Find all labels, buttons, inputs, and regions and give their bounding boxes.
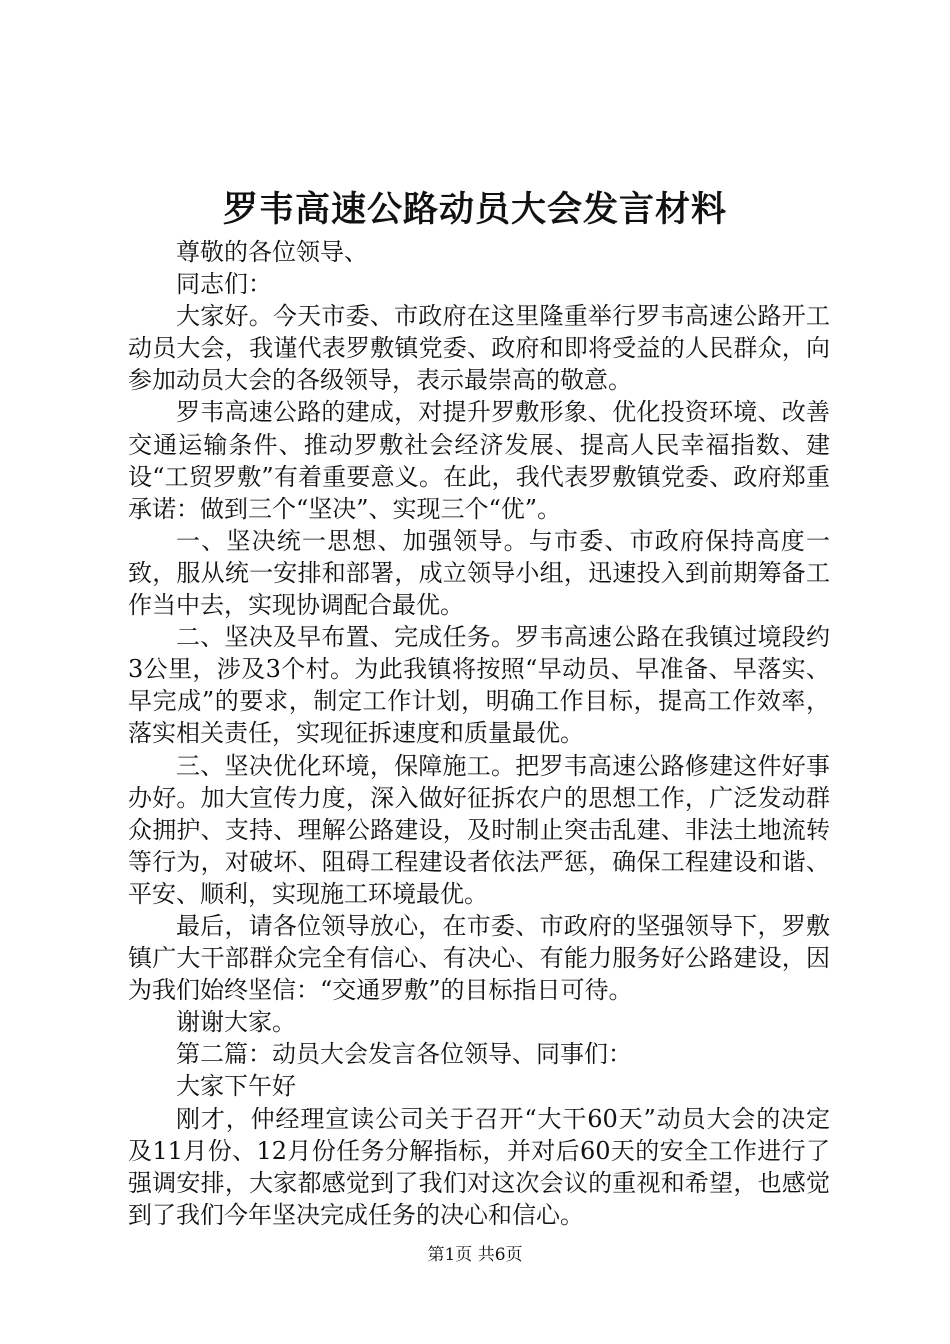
page-number-footer: 第1页 共6页 — [427, 1245, 523, 1265]
paragraph-salutation-1: 尊敬的各位领导、 — [176, 238, 368, 266]
document-title: 罗韦高速公路动员大会发言材料 — [222, 189, 727, 230]
paragraph-point-one: 一、坚决统一思想、加强领导。与市委、市政府保持高度一致，服从统一安排和部署，成立领导小组，迅速投入到前期筹备工作当中去，实现协调配合最优。 — [128, 526, 830, 620]
paragraph-section-two-heading: 第二篇：动员大会发言各位领导、同事们： — [176, 1040, 632, 1069]
paragraph-point-three: 三、坚决优化环境，保障施工。把罗韦高速公路修建这件好事办好。加大宣传力度，深入做好征拆农户的思想工作，广泛发动群众拥护、支持、理解公路建设，及时制止突击乱建、非法土地流转等行为，对破坏、阻碍工程建设者依法严惩，确保工程建设和谐、平安、顺利，实现施工环境最优。 — [128, 751, 830, 908]
paragraph-point-two: 二、坚决及早布置、完成任务。罗韦高速公路在我镇过境段约3公里，涉及3个村。为此我镇将按照“早动员、早准备、早落实、早完成”的要求，制定工作计划，明确工作目标，提高工作效率，落实相关责任，实现征拆速度和质量最优。 — [128, 623, 830, 748]
paragraph-afternoon-greeting: 大家下午好 — [176, 1072, 296, 1101]
paragraph-closing: 最后，请各位领导放心，在市委、市政府的坚强领导下，罗敷镇广大干部群众完全有信心、有决心、有能力服务好公路建设，因为我们始终坚信：“交通罗敷”的目标指日可待。 — [128, 911, 830, 1005]
paragraph-section-two-body: 刚才，仲经理宣读公司关于召开“大干60天”动员大会的决定及11月份、12月份任务分解指标，并对后60天的安全工作进行了强调安排，大家都感觉到了我们对这次会议的重视和希望，也感觉到了我们今年坚决完成任务的决心和信心。 — [128, 1104, 830, 1229]
paragraph-greeting: 大家好。今天市委、市政府在这里隆重举行罗韦高速公路开工动员大会，我谨代表罗敷镇党委、政府和即将受益的人民群众，向参加动员大会的各级领导，表示最崇高的敬意。 — [128, 302, 830, 395]
paragraph-thanks: 谢谢大家。 — [176, 1008, 296, 1037]
paragraph-salutation-2: 同志们： — [176, 270, 272, 299]
paragraph-significance: 罗韦高速公路的建成，对提升罗敷形象、优化投资环境、改善交通运输条件、推动罗敷社会经济发展、提高人民幸福指数、建设“工贸罗敷”有着重要意义。在此，我代表罗敷镇党委、政府郑重承诺：做到三个“坚决”、实现三个“优”。 — [128, 398, 830, 523]
document-body — [128, 236, 830, 1231]
